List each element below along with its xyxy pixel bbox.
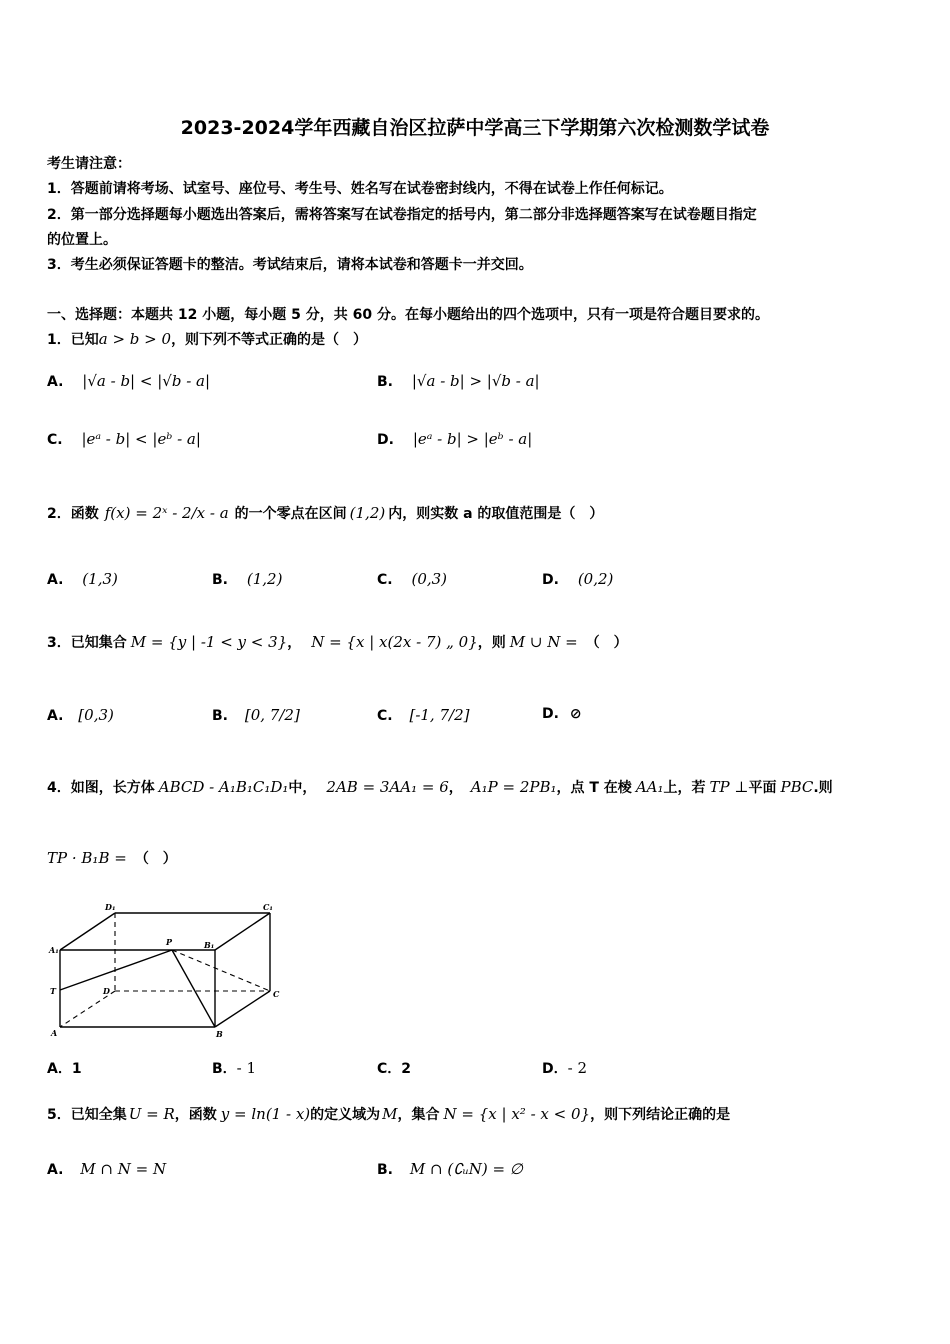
q4-option-b[interactable]	[212, 1058, 256, 1078]
label-p: P	[166, 937, 173, 947]
q1-c-label: C.	[47, 432, 63, 448]
q4-option-a[interactable]	[47, 1058, 82, 1078]
q2-function: f(x) = 2ˣ - 2/x - a	[104, 504, 229, 522]
q2-option-c[interactable]	[377, 570, 447, 588]
q3-stem-text: 3．已知集合	[47, 635, 127, 651]
q3-d-expr: ⊘	[569, 706, 582, 722]
q5-universe: U = R	[128, 1105, 175, 1123]
notice-item-2-cont: 的位置上。	[47, 232, 117, 248]
q4-solid: ABCD - A₁B₁C₁D₁	[158, 778, 289, 796]
q5-set-n: N = {x | x² - x < 0}	[443, 1105, 591, 1123]
q4-stem	[47, 777, 833, 797]
q4-p4: 上，若	[663, 780, 706, 796]
label-b1: B₁	[204, 940, 215, 950]
q4-cond1: 2AB = 3AA₁ = 6	[326, 778, 449, 796]
notice-item-1: 1．答题前请将考场、试室号、座位号、考生号、姓名写在试卷密封线内，不得在试卷上作任何标记。	[47, 181, 673, 197]
q2-mid: 的一个零点在区间	[234, 506, 347, 522]
q3-stem	[47, 632, 628, 652]
q2-tail: 内，则实数 a 的取值范围是（ ）	[388, 506, 604, 522]
label-b: B	[216, 1029, 223, 1039]
q5-tail: ，则下列结论正确的是	[590, 1107, 731, 1123]
q4-p3: ，点 T 在棱	[556, 780, 632, 796]
q3-c-label: C.	[377, 708, 393, 724]
q5-function: y = ln(1 - x)	[220, 1105, 311, 1123]
q3-mid: ，则	[477, 635, 506, 651]
q2-d-expr: (0,2)	[577, 570, 614, 588]
q5-option-b[interactable]	[377, 1160, 523, 1178]
hidden-edge-da	[60, 991, 115, 1027]
label-c: C	[273, 989, 280, 999]
q1-option-b[interactable]	[377, 372, 540, 390]
section-heading: 一、选择题：本题共 12 小题，每小题 5 分，共 60 分。在每小题给出的四个选项中，只有一项是符合题目要求的。	[47, 307, 769, 323]
q4-cond2: A₁P = 2PB₁	[470, 778, 557, 796]
label-a1: A₁	[49, 945, 59, 955]
notice-item-3: 3．考生必须保证答题卡的整洁。考试结束后，请将本试卷和答题卡一并交回。	[47, 257, 533, 273]
q3-option-d[interactable]	[542, 706, 582, 722]
q3-a-label: A.	[47, 708, 64, 724]
q2-b-expr: (1,2)	[246, 570, 283, 588]
q4-p5: 平面	[748, 780, 777, 796]
q4-perp: TP ⊥	[709, 778, 749, 796]
q4-p1: 中，	[288, 780, 317, 796]
q1-option-c[interactable]	[47, 430, 201, 448]
label-a: A	[51, 1028, 58, 1038]
q3-option-a[interactable]	[47, 706, 114, 724]
q1-option-d[interactable]	[377, 430, 532, 448]
q3-c-expr: [-1, 7/2]	[409, 706, 470, 724]
notice-item-2: 2．第一部分选择题每小题选出答案后，需将答案写在试卷指定的括号内，第二部分非选择题答案写在试卷题目指定	[47, 207, 757, 223]
hidden-segment-pc	[172, 950, 270, 991]
q3-b-label: B.	[212, 708, 228, 724]
q4-tail: （ ）	[134, 851, 177, 867]
q5-a-expr: M ∩ N = N	[80, 1160, 167, 1178]
q5-stem	[47, 1104, 730, 1124]
q3-union: M ∪ N =	[509, 633, 578, 651]
q2-c-expr: (0,3)	[411, 570, 448, 588]
q1-d-label: D.	[377, 432, 394, 448]
q4-dot-line	[47, 848, 177, 868]
q4-d-expr: - 2	[567, 1059, 588, 1077]
q4-plane: PBC	[780, 778, 814, 796]
q2-option-b[interactable]	[212, 570, 282, 588]
label-c1: C₁	[263, 902, 273, 912]
q2-stem	[47, 503, 603, 523]
q1-c-expr: |eᵃ - b| < |eᵇ - a|	[81, 430, 201, 448]
q4-option-d[interactable]	[542, 1058, 587, 1078]
q2-option-d[interactable]	[542, 570, 613, 588]
q5-b-expr: M ∩ (∁ᵤN) = ∅	[409, 1160, 523, 1178]
q3-tail: （ ）	[585, 635, 628, 651]
q1-stem-text: 1．已知	[47, 332, 99, 348]
label-d1: D₁	[105, 902, 116, 912]
q5-stem-text: 5．已知全集	[47, 1107, 127, 1123]
q4-dot-product: TP · B₁B =	[47, 849, 127, 867]
q3-b-expr: [0, 7/2]	[244, 706, 300, 724]
q3-sep: ，	[287, 635, 302, 651]
q4-edge: AA₁	[635, 778, 664, 796]
q5-option-a[interactable]	[47, 1160, 166, 1178]
q5-set-m: M	[382, 1105, 398, 1123]
segment-pb	[172, 950, 215, 1027]
q1-b-label: B.	[377, 374, 393, 390]
edge-a1d1	[60, 913, 115, 950]
q1-d-expr: |eᵃ - b| > |eᵇ - a|	[412, 430, 533, 448]
q3-set-m: M = {y | -1 < y < 3}	[130, 633, 288, 651]
notice-heading: 考生请注意：	[47, 156, 131, 172]
q2-c-label: C.	[377, 572, 393, 588]
q4-a-label: A．	[47, 1061, 72, 1077]
q4-b-label: B．	[212, 1061, 237, 1077]
q1-tail: ，则下列不等式正确的是（ ）	[171, 332, 368, 348]
q4-c-expr: 2	[401, 1061, 412, 1077]
q5-a-label: A.	[47, 1162, 64, 1178]
edge-c1b1	[215, 913, 270, 950]
q4-p2: ，	[448, 780, 463, 796]
q3-a-expr: [0,3)	[78, 706, 114, 724]
q4-option-c[interactable]	[377, 1058, 411, 1078]
q5-p1: ，函数	[174, 1107, 217, 1123]
q1-b-expr: |√a - b| > |√b - a|	[411, 372, 540, 390]
q2-a-expr: (1,3)	[82, 570, 118, 588]
q5-p3: ，集合	[397, 1107, 440, 1123]
q2-interval: (1,2)	[349, 504, 386, 522]
q1-a-label: A.	[47, 374, 64, 390]
q4-c-label: C．	[377, 1061, 402, 1077]
q4-a-expr: 1	[71, 1061, 82, 1077]
q1-a-expr: |√a - b| < |√b - a|	[82, 372, 211, 390]
q3-option-c[interactable]	[377, 706, 469, 724]
segment-tp	[60, 950, 172, 990]
edge-cb	[215, 991, 270, 1027]
q2-b-label: B.	[212, 572, 228, 588]
q3-option-b[interactable]	[212, 706, 300, 724]
page-title: 2023-2024学年西藏自治区拉萨中学高三下学期第六次检测数学试卷	[180, 117, 770, 139]
q4-cuboid-figure	[45, 898, 290, 1040]
q4-d-label: D．	[542, 1061, 568, 1077]
q4-p6: .则	[813, 780, 833, 796]
q2-d-label: D.	[542, 572, 559, 588]
q2-option-a[interactable]	[47, 570, 118, 588]
q1-stem	[47, 329, 367, 349]
q3-d-label: D.	[542, 706, 559, 722]
q5-p2: 的定义域为	[310, 1107, 381, 1123]
q2-stem-text: 2．函数	[47, 506, 99, 522]
q1-condition: a > b > 0	[98, 330, 172, 348]
q4-b-expr: - 1	[236, 1059, 257, 1077]
q2-a-label: A.	[47, 572, 64, 588]
q1-option-a[interactable]	[47, 372, 210, 390]
q5-b-label: B.	[377, 1162, 393, 1178]
q4-stem-text: 4．如图，长方体	[47, 780, 155, 796]
q3-set-n: N = {x | x(2x - 7) „ 0}	[311, 633, 478, 651]
label-d: D	[103, 986, 110, 996]
label-t: T	[50, 986, 56, 996]
